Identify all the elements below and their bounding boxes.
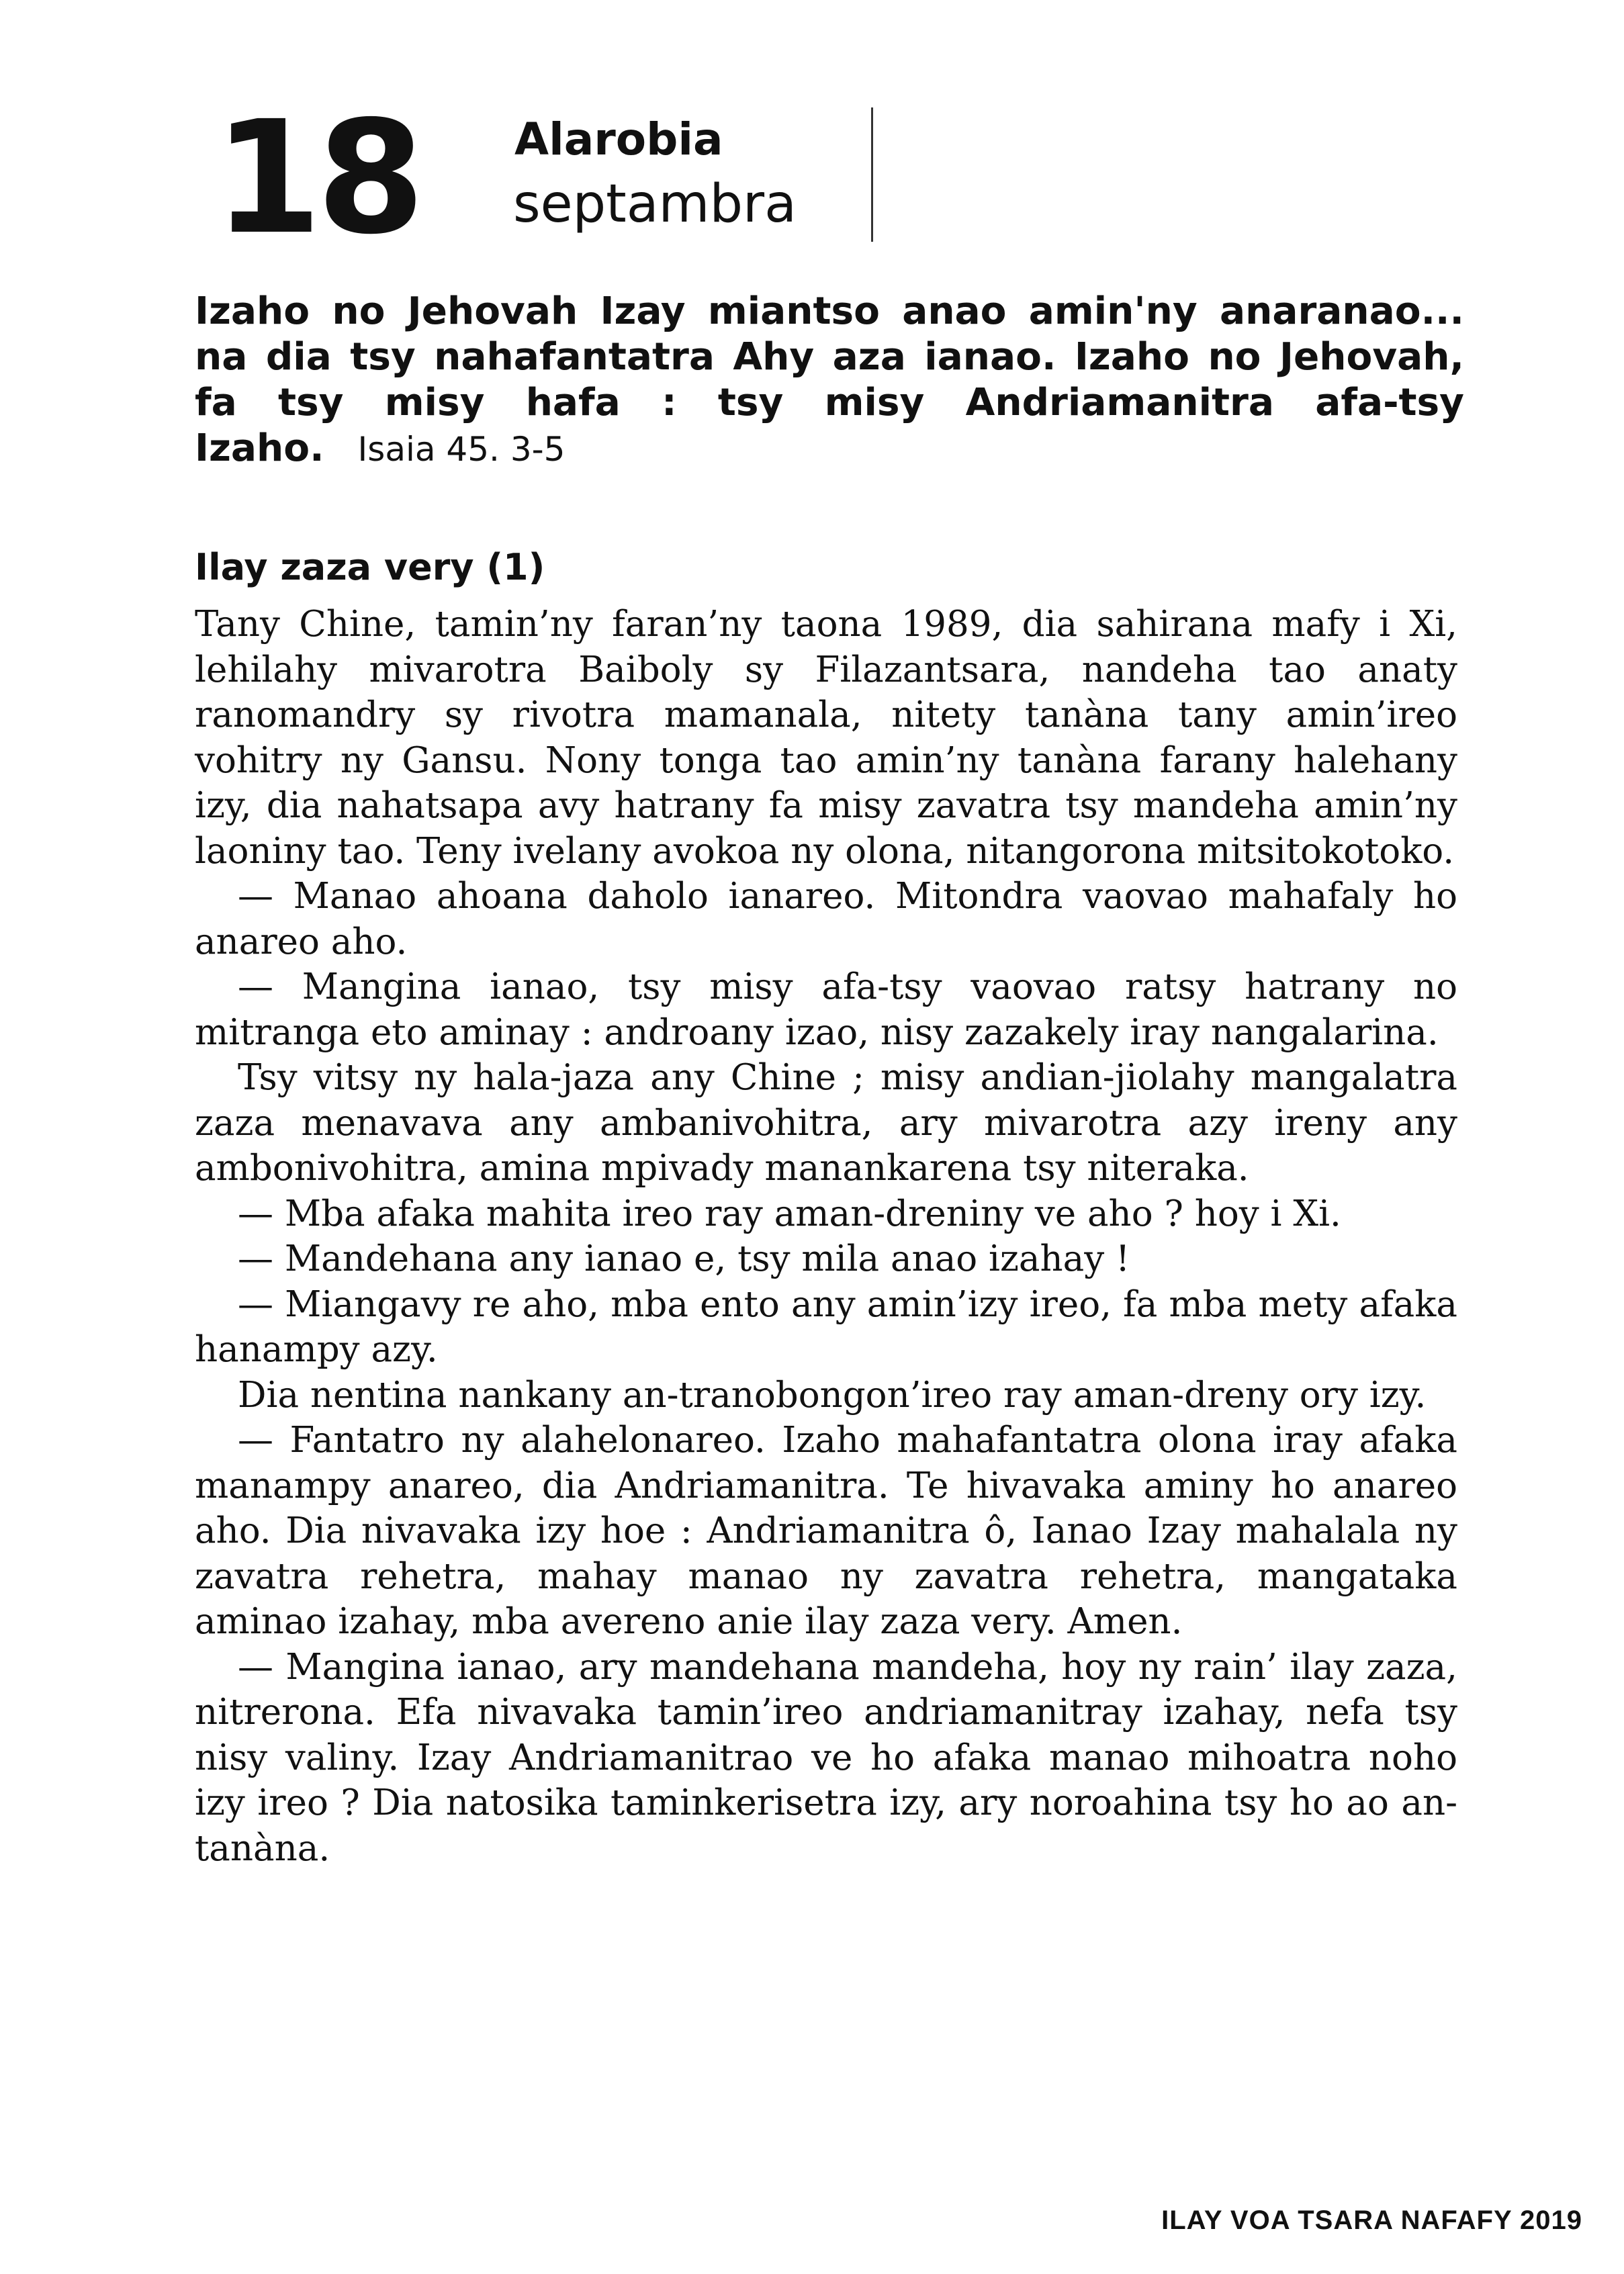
story-title: Ilay zaza very (1) (195, 546, 545, 588)
verse-text: Izaho no Jehovah Izay miantso anao amin'ny anaranao... na dia tsy nahafantatra Ahy aza ianao. Izaho no Jehovah, fa tsy misy hafa : tsy misy Andriamanitra afa-tsy Izaho. (195, 289, 1464, 470)
story-paragraph: — Miangavy re aho, mba ento any amin’izy ireo, fa mba mety afaka hanampy azy. (195, 1283, 1457, 1370)
verse-reference: Isaia 45. 3-5 (357, 430, 566, 469)
story-paragraph: Dia nentina nankany an-tranobongon’ireo ray aman-dreny ory izy. (238, 1374, 1427, 1416)
story-paragraph: — Mandehana any ianao e, tsy mila anao izahay ! (238, 1238, 1130, 1279)
story-paragraph: — Mba afaka mahita ireo ray aman-dreniny ve aho ? hoy i Xi. (238, 1193, 1341, 1234)
publication-footer: ILAY VOA TSARA NAFAFY 2019 (1161, 2205, 1582, 2235)
story-paragraph: — Fantatro ny alahelonareo. Izaho mahafantatra olona iray afaka manampy anareo, dia Andriamanitra. Te hivavaka aminy ho anareo aho. Dia nivavaka izy hoe : Andriamanitra ô, Ianao Izay mahalala ny zavatra rehetra, mahay manao ny zavatra rehetra, mangataka aminao izahay, mba avereno anie ilay zaza very. Amen. (195, 1420, 1457, 1642)
story-paragraph: Tany Chine, tamin’ny faran’ny taona 1989, dia sahirana mafy i Xi, lehilahy mivarotra Baiboly sy Filazantsara, nandeha tao anaty ranomandry sy rivotra mamanala, nitety tanàna tany amin’ireo vohitry ny Gansu. Nony tonga tao amin’ny tanàna farany halehany izy, dia nahatsapa avy hatrany fa misy zavatra tsy mandeha amin’ny laoniny tao. Teny ivelany avokoa ny olona, nitangorona mitsitokotoko. (195, 604, 1457, 872)
story-paragraph: — Mangina ianao, ary mandehana mandeha, hoy ny rain’ ilay zaza, nitrerona. Efa nivavaka tamin’ireo andriamanitray izahay, nefa tsy nisy valiny. Izay Andriamanitrao ve ho afaka manao mihoatra noho izy ireo ? Dia natosika taminkerisetra izy, ary noroahina tsy ho ao an-tanàna. (195, 1646, 1457, 1869)
story-paragraph: — Manao ahoana daholo ianareo. Mitondra vaovao mahafaly ho anareo aho. (195, 876, 1457, 962)
month-label: septambra (513, 174, 797, 234)
story-paragraph: Tsy vitsy ny hala-jaza any Chine ; misy andian-jiolahy mangalatra zaza menavava any ambanivohitra, ary mivarotra azy ireny any ambonivohitra, amina mpivady manankarena tsy niteraka. (195, 1057, 1457, 1189)
header-divider (871, 107, 873, 242)
day-number: 18 (214, 87, 420, 269)
weekday-label: Alarobia (514, 113, 723, 165)
bible-verse (195, 289, 1464, 472)
story-paragraph: — Mangina ianao, tsy misy afa-tsy vaovao ratsy hatrany no mitranga eto aminay : androany izao, nisy zazakely iray nangalarina. (195, 966, 1457, 1053)
story-body (195, 602, 1457, 1871)
date-header (214, 87, 952, 269)
